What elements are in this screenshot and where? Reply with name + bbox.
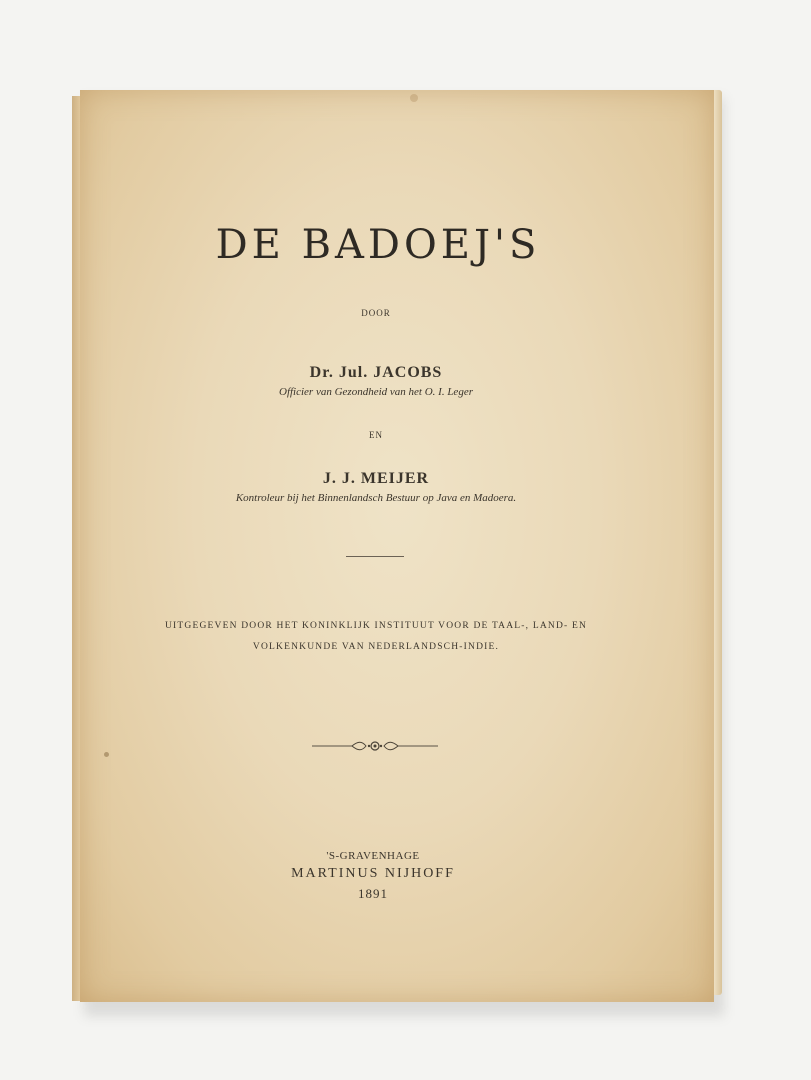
publisher-line-2: VOLKENKUNDE VAN NEDERLANDSCH-INDIE. <box>252 642 500 652</box>
publisher-statement <box>0 616 752 658</box>
foxing-spot <box>104 752 109 757</box>
en-label: EN <box>369 430 383 440</box>
author-2-name: J. J. MEIJER <box>322 470 430 487</box>
author-1-name: Dr. Jul. JACOBS <box>309 364 443 381</box>
ornament-icon <box>312 738 438 754</box>
publication-year: 1891 <box>358 886 388 901</box>
publisher-name: MARTINUS NIJHOFF <box>291 866 455 881</box>
door-label: DOOR <box>361 308 391 318</box>
book-title: DE BADOEJ'S <box>215 222 541 268</box>
author-1-role: Officier van Gezondheid van het O. I. Leger <box>279 386 473 398</box>
publisher-line-1: UITGEGEVEN DOOR HET KONINKLIJK INSTITUUT VOOR DE TAAL-, LAND- EN <box>164 621 588 631</box>
author-2-role: Kontroleur bij het Binnenlandsch Bestuur op Java en Madoera. <box>235 492 517 504</box>
foxing-spot <box>410 94 418 102</box>
divider-rule <box>346 556 404 557</box>
publication-place: 'S-GRAVENHAGE <box>326 850 420 862</box>
